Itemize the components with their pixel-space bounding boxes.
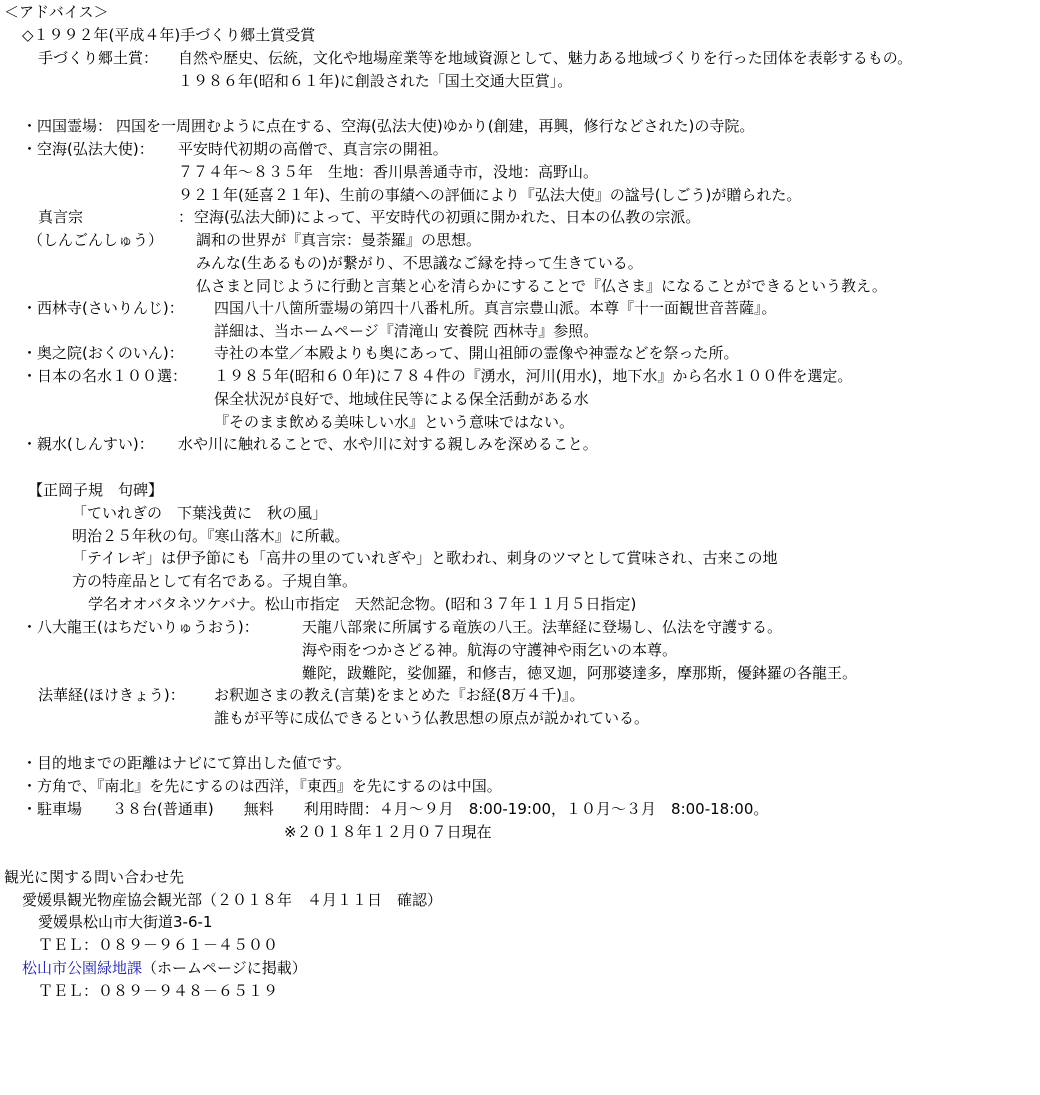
contact-tel-1: ＴＥＬ：０８９－９６１－４５００ <box>38 936 279 954</box>
kukai-desc-1: 平安時代初期の高僧で、真言宗の開祖。 <box>178 140 448 158</box>
dragons-label: ・八大龍王(はちだいりゅうおう)： <box>22 618 259 636</box>
shingon-desc-1: 空海(弘法大師)によって、平安時代の初頭に開かれた、日本の仏教の宗派。 <box>194 208 701 226</box>
note-direction: ・方角で、『南北』を先にするのは西洋，『東西』を先にするのは中国。 <box>22 777 502 795</box>
shikoku-desc: 四国を一周囲むように点在する、空海(弘法大使)ゆかり(創建，再興，修行などされた)の寺院。 <box>116 117 755 135</box>
dragons-desc-3: 難陀，跋難陀，娑伽羅，和修吉，徳叉迦，阿那婆達多，摩那斯，優鉢羅の各龍王。 <box>302 664 858 682</box>
shiki-note-1: 「テイレギ」は伊予節にも「高井の里のていれぎや」と歌われ、刺身のツマとして賞味され、古来この地 <box>72 549 778 567</box>
note-as-of: ※２０１８年１２月０７日現在 <box>284 823 492 841</box>
dragons-desc-2: 海や雨をつかさどる神。航海の守護神や雨乞いの本尊。 <box>302 641 678 659</box>
meisui-desc-2: 保全状況が良好で、地域住民等による保全活動がある水 <box>214 390 589 408</box>
shingon-desc-2: 調和の世界が『真言宗：曼荼羅』の思想。 <box>196 231 482 249</box>
lotus-desc-1: お釈迦さまの教え(言葉)をまとめた『お経(8万４千)』。 <box>214 686 585 704</box>
award-desc-1: 自然や歴史、伝統，文化や地場産業等を地域資源として、魅力ある地域づくりを行った団体を表彰するもの。 <box>178 49 913 67</box>
lotus-label: 法華経(ほけきょう)： <box>38 686 185 704</box>
award-desc-2: １９８６年(昭和６１年)に創設された「国土交通大臣賞」。 <box>178 72 573 90</box>
contact-org-2 <box>22 959 307 978</box>
shingon-desc-3: みんな(生あるもの)が繋がり、不思議なご縁を持って生きている。 <box>196 254 643 272</box>
shiki-origin: 明治２５年秋の句。『寒山落木』に所載。 <box>72 527 350 545</box>
sairinji-desc-2: 詳細は、当ホームページ『清滝山 安養院 西林寺』参照。 <box>214 322 599 340</box>
kukai-label: ・空海(弘法大使)： <box>22 140 154 158</box>
shiki-note-2: 方の特産品として有名である。子規自筆。 <box>72 572 358 590</box>
shikoku-label: ・四国霊場： <box>22 117 113 135</box>
advice-heading: ＜アドバイス＞ <box>4 3 109 21</box>
meisui-label: ・日本の名水１００選： <box>22 367 188 385</box>
lotus-desc-2: 誰もが平等に成仏できるという仏教思想の原点が説かれている。 <box>214 709 650 727</box>
shiki-heading: 【正岡子規 句碑】 <box>28 481 164 499</box>
shingon-colon: ： <box>178 208 194 226</box>
sairinji-desc-1: 四国八十八箇所霊場の第四十八番札所。真言宗豊山派。本尊『十一面観世音菩薩』。 <box>214 299 777 317</box>
contact-org-2-note: （ホームページに掲載） <box>142 959 307 977</box>
shiki-scientific: 学名オオバタネツケバナ。松山市指定 天然記念物。(昭和３７年１１月５日指定) <box>88 595 637 613</box>
shingon-label: 真言宗 <box>38 208 84 226</box>
note-distance: ・目的地までの距離はナビにて算出した値です。 <box>22 754 351 772</box>
meisui-desc-1: １９８５年(昭和６０年)に７８４件の『湧水，河川(用水)，地下水』から名水１００件を選定。 <box>214 367 853 385</box>
okunoin-label: ・奥之院(おくのいん)： <box>22 344 184 362</box>
contact-address-1: 愛媛県松山市大街道3-6-1 <box>38 913 213 931</box>
award-label: 手づくり郷土賞： <box>38 49 159 67</box>
contact-tel-2: ＴＥＬ：０８９－９４８－６５１９ <box>38 982 279 1000</box>
park-division-link[interactable]: 松山市公園緑地課 <box>22 959 143 977</box>
meisui-desc-3: 『そのまま飲める美味しい水』という意味ではない。 <box>214 413 575 431</box>
okunoin-desc: 寺社の本堂／本殿よりも奥にあって、開山祖師の霊像や神霊などを祭った所。 <box>214 344 739 362</box>
sairinji-label: ・西林寺(さいりんじ)： <box>22 299 184 317</box>
dragons-desc-1: 天龍八部衆に所属する竜族の八王。法華経に登場し、仏法を守護する。 <box>302 618 783 636</box>
shinsui-desc: 水や川に触れることで、水や川に対する親しみを深めること。 <box>178 435 598 453</box>
shingon-reading: （しんごんしゅう） <box>28 231 164 249</box>
kukai-desc-3: ９２１年(延喜２１年)、生前の事績への評価により『弘法大使』の諡号(しごう)が贈られた。 <box>178 186 802 204</box>
shinsui-label: ・親水(しんすい)： <box>22 435 154 453</box>
kukai-desc-2: ７７４年～８３５年 生地：香川県善通寺市，没地：高野山。 <box>178 163 599 181</box>
shingon-desc-4: 仏さまと同じように行動と言葉と心を清らかにすることで『仏さま』になることができるという教え。 <box>196 277 887 295</box>
award-title: ◇１９９２年(平成４年)手づくり郷土賞受賞 <box>22 26 316 44</box>
shiki-haiku: 「ていれぎの 下葉浅黄に 秋の風」 <box>72 504 328 522</box>
contact-heading: 観光に関する問い合わせ先 <box>4 868 185 886</box>
note-parking: ・駐車場 ３８台(普通車) 無料 利用時間：４月～９月 8:00-19:00，１０月～３月 8:00-18:00。 <box>22 800 769 818</box>
contact-org-1: 愛媛県観光物産協会観光部（２０１８年 ４月１１日 確認） <box>22 891 443 909</box>
